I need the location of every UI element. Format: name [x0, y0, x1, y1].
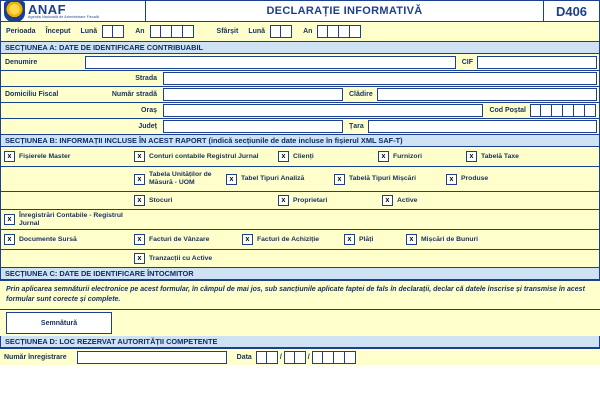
oras-input[interactable] — [163, 104, 483, 117]
row-judet — [1, 118, 599, 134]
checkbox-tipuri-miscari[interactable]: x — [334, 174, 345, 185]
period-end-year-label: An — [303, 28, 313, 35]
checkbox-documente-sursa[interactable]: x — [4, 234, 15, 245]
form-title: DECLARAȚIE INFORMATIVĂ — [146, 0, 544, 22]
numar-strada-input[interactable] — [163, 88, 343, 101]
section-d-row — [0, 348, 600, 365]
label-miscari-bunuri: Mișcări de Bunuri — [421, 235, 479, 243]
anaf-logo — [0, 0, 146, 22]
period-start-month-input[interactable] — [102, 22, 124, 41]
checkbox-active[interactable]: x — [382, 195, 393, 206]
period-end-year-input[interactable] — [317, 22, 361, 41]
denumire-input[interactable] — [85, 56, 456, 69]
section-b-body — [0, 147, 600, 268]
period-label: Perioada — [6, 28, 36, 35]
anaf-acronym: ANAF — [28, 1, 67, 17]
label-documente-sursa: Documente Sursă — [19, 235, 77, 243]
label-plati: Plăți — [359, 235, 374, 243]
cladire-input[interactable] — [377, 88, 597, 101]
data-zi-input[interactable] — [256, 351, 278, 364]
data-label: Data — [236, 353, 252, 361]
section-a-title: SECȚIUNEA A: DATE DE IDENTIFICARE CONTRIBUABIL — [0, 42, 600, 54]
checkbox-tranzactii-active[interactable]: x — [134, 253, 145, 264]
row-strada — [1, 70, 599, 86]
label-stocuri: Stocuri — [149, 196, 173, 204]
checkbox-miscari-bunuri[interactable]: x — [406, 234, 417, 245]
label-facturi-vanzare: Facturi de Vânzare — [149, 235, 210, 243]
row-denumire — [1, 54, 599, 70]
cod-postal-input[interactable] — [530, 104, 596, 117]
judet-input[interactable] — [163, 120, 343, 133]
label-produse: Produse — [461, 175, 489, 182]
section-d-title: SECȚIUNEA D: LOC REZERVAT AUTORITĂȚII COMPETENTE — [0, 336, 600, 348]
period-end-label: Sfârșit — [216, 28, 239, 35]
form-code: D406 — [544, 0, 600, 22]
section-b-row-5 — [1, 229, 599, 249]
label-tabela-uom: Tabela Unităților de Măsură - UOM — [149, 171, 212, 186]
label-tabela-taxe: Tabelă Taxe — [481, 152, 519, 160]
oras-label: Oraș — [141, 107, 157, 114]
signature-field[interactable]: Semnătură — [6, 312, 112, 334]
label-proprietari: Proprietari — [293, 196, 328, 204]
tara-input[interactable] — [368, 120, 597, 133]
section-c-title: SECȚIUNEA C: DATE DE IDENTIFICARE ÎNTOCMITOR — [0, 268, 600, 280]
checkbox-tabela-uom[interactable]: x — [134, 174, 145, 185]
label-furnizori: Furnizori — [393, 152, 423, 160]
domiciliu-label: Domiciliu Fiscal — [5, 91, 59, 98]
numar-inregistrare-input[interactable] — [77, 351, 227, 364]
label-inregistrari-contabile: Înregistrări Contabile - Registrul Jurnal — [19, 211, 123, 227]
numar-inregistrare-label: Număr înregistrare — [4, 353, 67, 361]
row-numar-strada — [1, 86, 599, 102]
cif-label: CIF — [461, 58, 473, 66]
checkbox-inregistrari-contabile[interactable]: x — [4, 214, 15, 225]
date-sep-2: / — [307, 353, 310, 361]
checkbox-proprietari[interactable]: x — [278, 195, 289, 206]
cif-input[interactable] — [477, 56, 597, 69]
label-facturi-achizitie: Facturi de Achiziție — [257, 235, 320, 243]
denumire-label: Denumire — [5, 58, 38, 66]
label-clienti: Clienți — [293, 152, 314, 160]
cladire-label: Clădire — [349, 91, 373, 98]
checkbox-facturi-achizitie[interactable]: x — [242, 234, 253, 245]
judet-label: Județ — [138, 123, 157, 130]
period-end-month-label: Lună — [248, 28, 266, 35]
label-active: Active — [397, 196, 418, 204]
section-b-row-1 — [1, 147, 599, 166]
checkbox-stocuri[interactable]: x — [134, 195, 145, 206]
period-start-month-label: Lună — [80, 28, 98, 35]
checkbox-clienti[interactable]: x — [278, 151, 289, 162]
declaration-text: Prin aplicarea semnăturii electronice pe acest formular, în câmpul de mai jos, sub sancțiunile aplicate faptei de fals în declarații, declar că datele înscrise și transmise în acest formular sunt corecte și complete. — [0, 280, 600, 309]
period-row — [0, 22, 600, 42]
period-end-month-input[interactable] — [270, 22, 292, 41]
label-fisiere-master: Fișierele Master — [19, 152, 71, 160]
period-start-year-label: An — [135, 28, 145, 35]
strada-input[interactable] — [163, 72, 597, 85]
numar-strada-label: Număr stradă — [111, 91, 157, 98]
checkbox-plati[interactable]: x — [344, 234, 355, 245]
date-sep-1: / — [279, 353, 282, 361]
section-b-title: SECȚIUNEA B: INFORMAȚII INCLUSE ÎN ACEST RAPORT (indică secțiunile de date incluse în fișierul XML SAF-T) — [0, 135, 600, 147]
section-b-row-6 — [1, 249, 599, 267]
label-tipuri-miscari: Tabelă Tipuri Mișcări — [349, 175, 416, 182]
checkbox-tipuri-analiza[interactable]: x — [226, 174, 237, 185]
checkbox-produse[interactable]: x — [446, 174, 457, 185]
anaf-shield-icon — [4, 1, 99, 22]
label-tipuri-analiza: Tabel Tipuri Analiză — [241, 175, 305, 182]
tara-label: Țara — [349, 123, 364, 130]
data-luna-input[interactable] — [284, 351, 306, 364]
label-tranzactii-active: Tranzacții cu Active — [149, 254, 213, 262]
checkbox-facturi-vanzare[interactable]: x — [134, 234, 145, 245]
section-b-row-2 — [1, 166, 599, 191]
checkbox-fisiere-master[interactable]: x — [4, 151, 15, 162]
anaf-full-name: Agenția Națională de Administrare Fiscală — [28, 14, 99, 19]
section-b-row-4 — [1, 209, 599, 229]
checkbox-conturi-contabile[interactable]: x — [134, 151, 145, 162]
cod-postal-label: Cod Poștal — [489, 107, 526, 114]
form-header — [0, 0, 600, 22]
row-oras — [1, 102, 599, 118]
period-start-label: Început — [45, 28, 71, 35]
section-a-body — [0, 54, 600, 135]
signature-row — [0, 309, 600, 336]
checkbox-furnizori[interactable]: x — [378, 151, 389, 162]
period-start-year-input[interactable] — [150, 22, 194, 41]
label-conturi-contabile: Conturi contabile Registrul Jurnal — [149, 152, 259, 160]
data-an-input[interactable] — [312, 351, 356, 364]
section-b-row-3 — [1, 191, 599, 209]
checkbox-tabela-taxe[interactable]: x — [466, 151, 477, 162]
strada-label: Strada — [135, 75, 157, 82]
